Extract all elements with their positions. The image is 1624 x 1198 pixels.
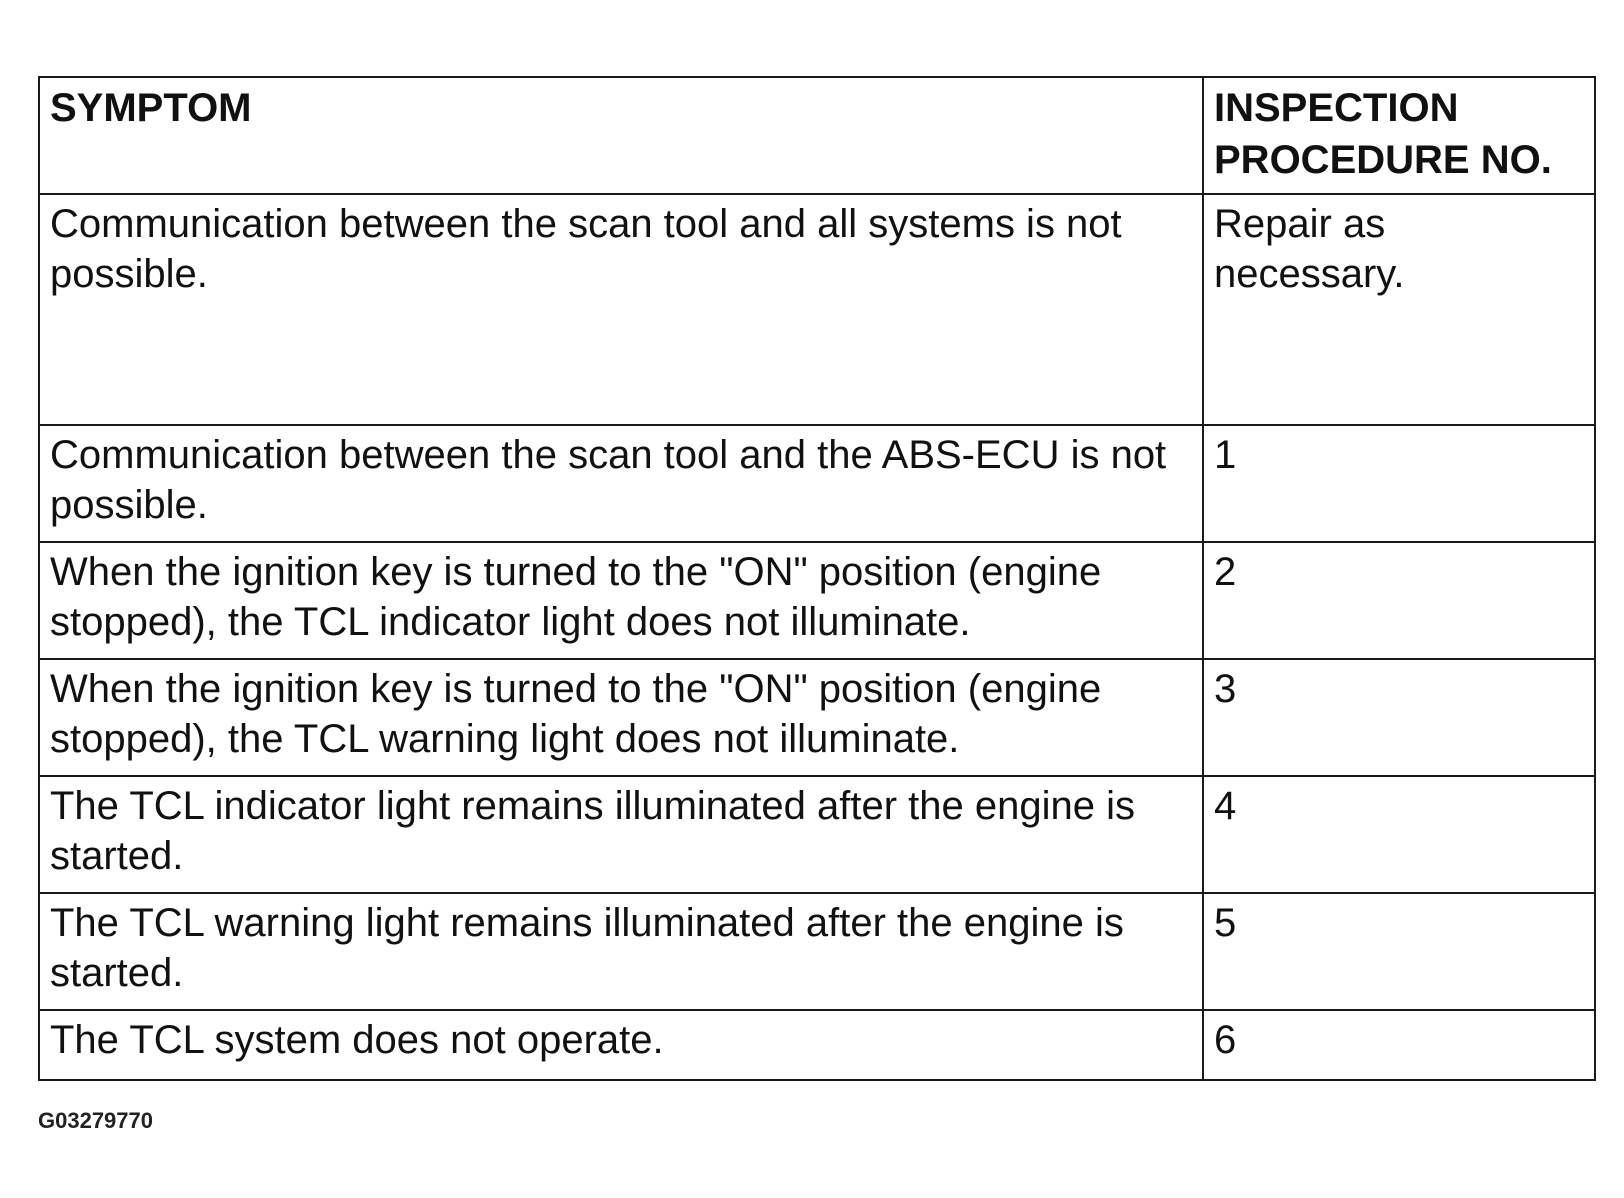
symptom-table bbox=[38, 76, 1596, 1081]
procedure-cell: 4 bbox=[1203, 776, 1595, 893]
procedure-cell: 5 bbox=[1203, 893, 1595, 1010]
table-row bbox=[39, 1010, 1595, 1080]
procedure-cell: 1 bbox=[1203, 425, 1595, 542]
procedure-cell: Repair as necessary. bbox=[1203, 194, 1595, 425]
table-row bbox=[39, 893, 1595, 1010]
procedure-cell: 6 bbox=[1203, 1010, 1595, 1080]
table-row bbox=[39, 194, 1595, 425]
table-row bbox=[39, 659, 1595, 776]
symptom-cell: Communication between the scan tool and the ABS-ECU is not possible. bbox=[39, 425, 1203, 542]
table-row bbox=[39, 425, 1595, 542]
symptom-cell: The TCL indicator light remains illuminated after the engine is started. bbox=[39, 776, 1203, 893]
symptom-cell: When the ignition key is turned to the "ON" position (engine stopped), the TCL warning light does not illuminate. bbox=[39, 659, 1203, 776]
symptom-cell: Communication between the scan tool and all systems is not possible. bbox=[39, 194, 1203, 425]
symptom-cell: The TCL warning light remains illuminated after the engine is started. bbox=[39, 893, 1203, 1010]
table-row bbox=[39, 542, 1595, 659]
header-symptom: SYMPTOM bbox=[39, 77, 1203, 194]
procedure-cell: 2 bbox=[1203, 542, 1595, 659]
symptom-cell: The TCL system does not operate. bbox=[39, 1010, 1203, 1080]
symptom-cell: When the ignition key is turned to the "ON" position (engine stopped), the TCL indicator light does not illuminate. bbox=[39, 542, 1203, 659]
table-header-row bbox=[39, 77, 1595, 194]
table-row bbox=[39, 776, 1595, 893]
procedure-cell: 3 bbox=[1203, 659, 1595, 776]
figure-id: G03279770 bbox=[38, 1108, 153, 1133]
header-inspection-procedure: INSPECTION PROCEDURE NO. bbox=[1203, 77, 1595, 194]
